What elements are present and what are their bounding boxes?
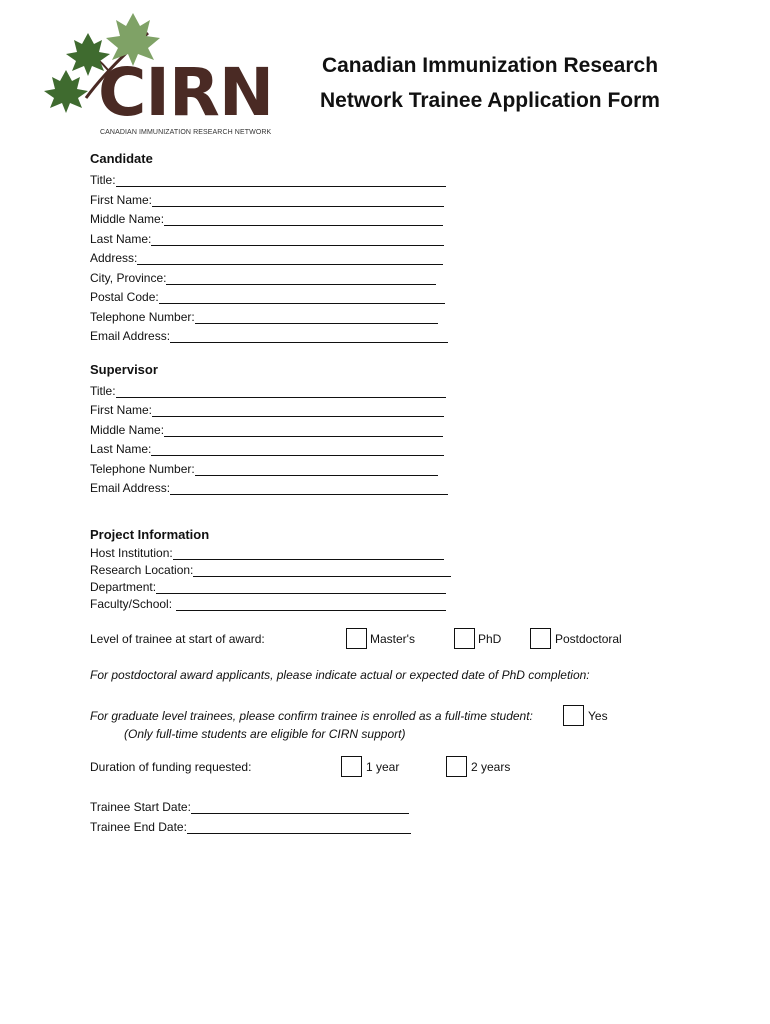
field-line[interactable] (152, 192, 444, 207)
department-field[interactable] (90, 577, 446, 594)
field-label: Title: (90, 173, 116, 187)
field-line[interactable] (187, 819, 411, 834)
field-label: City, Province: (90, 271, 167, 285)
field-line[interactable] (164, 211, 443, 226)
field-line[interactable] (137, 250, 443, 265)
field-line[interactable] (173, 545, 444, 560)
field-label: Title: (90, 384, 116, 398)
field-line[interactable] (191, 799, 409, 814)
phd-checkbox[interactable] (454, 628, 475, 649)
candidate-city-province-field[interactable] (90, 268, 436, 285)
field-label: Last Name: (90, 232, 152, 246)
two-years-checkbox[interactable] (446, 756, 467, 777)
field-line[interactable] (170, 328, 448, 343)
field-label: Postal Code: (90, 290, 159, 304)
field-label: Host Institution: (90, 546, 173, 560)
candidate-last-name-field[interactable] (90, 229, 444, 246)
field-label: Middle Name: (90, 423, 165, 437)
end-date-field[interactable] (90, 817, 411, 834)
field-line[interactable] (176, 596, 446, 611)
faculty-school-field[interactable] (90, 594, 446, 611)
field-line[interactable] (193, 562, 451, 577)
phd-label: PhD (478, 632, 502, 646)
supervisor-email-field[interactable] (90, 478, 448, 495)
supervisor-telephone-field[interactable] (90, 459, 438, 476)
form-title (300, 48, 680, 118)
field-label: First Name: (90, 403, 153, 417)
logo-wordmark: CIRN (98, 54, 274, 131)
field-label: Trainee End Date: (90, 820, 187, 834)
one-year-checkbox[interactable] (341, 756, 362, 777)
supervisor-heading: Supervisor (90, 362, 158, 377)
candidate-address-field[interactable] (90, 248, 443, 265)
fulltime-yes-label: Yes (588, 709, 608, 723)
start-date-field[interactable] (90, 797, 409, 814)
project-heading: Project Information (90, 527, 210, 542)
supervisor-title-field[interactable] (90, 381, 446, 398)
field-line[interactable] (156, 579, 446, 594)
fulltime-note: (Only full-time students are eligible for CIRN support) (124, 727, 406, 741)
supervisor-middle-name-field[interactable] (90, 420, 443, 437)
candidate-first-name-field[interactable] (90, 190, 444, 207)
field-line[interactable] (116, 172, 446, 187)
field-line[interactable] (195, 309, 438, 324)
masters-checkbox[interactable] (346, 628, 367, 649)
candidate-title-field[interactable] (90, 170, 446, 187)
field-label: Email Address: (90, 329, 171, 343)
form-title-line2: Network Trainee Application Form (320, 89, 660, 112)
field-line[interactable] (159, 289, 445, 304)
field-line[interactable] (116, 383, 446, 398)
cirn-logo (38, 8, 288, 143)
field-label: First Name: (90, 193, 153, 207)
field-label: Department: (90, 580, 157, 594)
research-location-field[interactable] (90, 560, 451, 577)
field-line[interactable] (164, 422, 443, 437)
logo-tagline: CANADIAN IMMUNIZATION RESEARCH NETWORK (100, 129, 272, 136)
supervisor-last-name-field[interactable] (90, 439, 444, 456)
postdoc-note: For postdoctoral award applicants, please indicate actual or expected date of PhD completion: (90, 668, 590, 682)
candidate-postal-code-field[interactable] (90, 287, 445, 304)
field-label: Research Location: (90, 563, 194, 577)
candidate-telephone-field[interactable] (90, 307, 438, 324)
trainee-level-label: Level of trainee at start of award: (90, 632, 265, 646)
one-year-label: 1 year (366, 760, 400, 774)
field-line[interactable] (170, 480, 448, 495)
field-label: Faculty/School: (90, 597, 173, 611)
form-title-line1: Canadian Immunization Research (321, 54, 659, 77)
field-label: Middle Name: (90, 212, 165, 226)
two-years-label: 2 years (471, 760, 511, 774)
field-label: Last Name: (90, 442, 152, 456)
duration-label: Duration of funding requested: (90, 760, 252, 774)
masters-label: Master's (370, 632, 415, 646)
supervisor-first-name-field[interactable] (90, 400, 444, 417)
field-line[interactable] (195, 461, 438, 476)
field-line[interactable] (151, 231, 444, 246)
candidate-email-field[interactable] (90, 326, 448, 343)
host-institution-field[interactable] (90, 543, 444, 560)
postdoctoral-checkbox[interactable] (530, 628, 551, 649)
field-line[interactable] (152, 402, 444, 417)
postdoctoral-label: Postdoctoral (555, 632, 622, 646)
field-label: Telephone Number: (90, 462, 195, 476)
field-line[interactable] (166, 270, 436, 285)
field-label: Telephone Number: (90, 310, 195, 324)
field-label: Email Address: (90, 481, 171, 495)
fulltime-yes-checkbox[interactable] (563, 705, 584, 726)
candidate-middle-name-field[interactable] (90, 209, 443, 226)
field-line[interactable] (151, 441, 444, 456)
candidate-heading: Candidate (90, 151, 153, 166)
field-label: Address: (90, 251, 138, 265)
fulltime-question: For graduate level trainees, please confirm trainee is enrolled as a full-time student: (90, 709, 533, 723)
field-label: Trainee Start Date: (90, 800, 191, 814)
